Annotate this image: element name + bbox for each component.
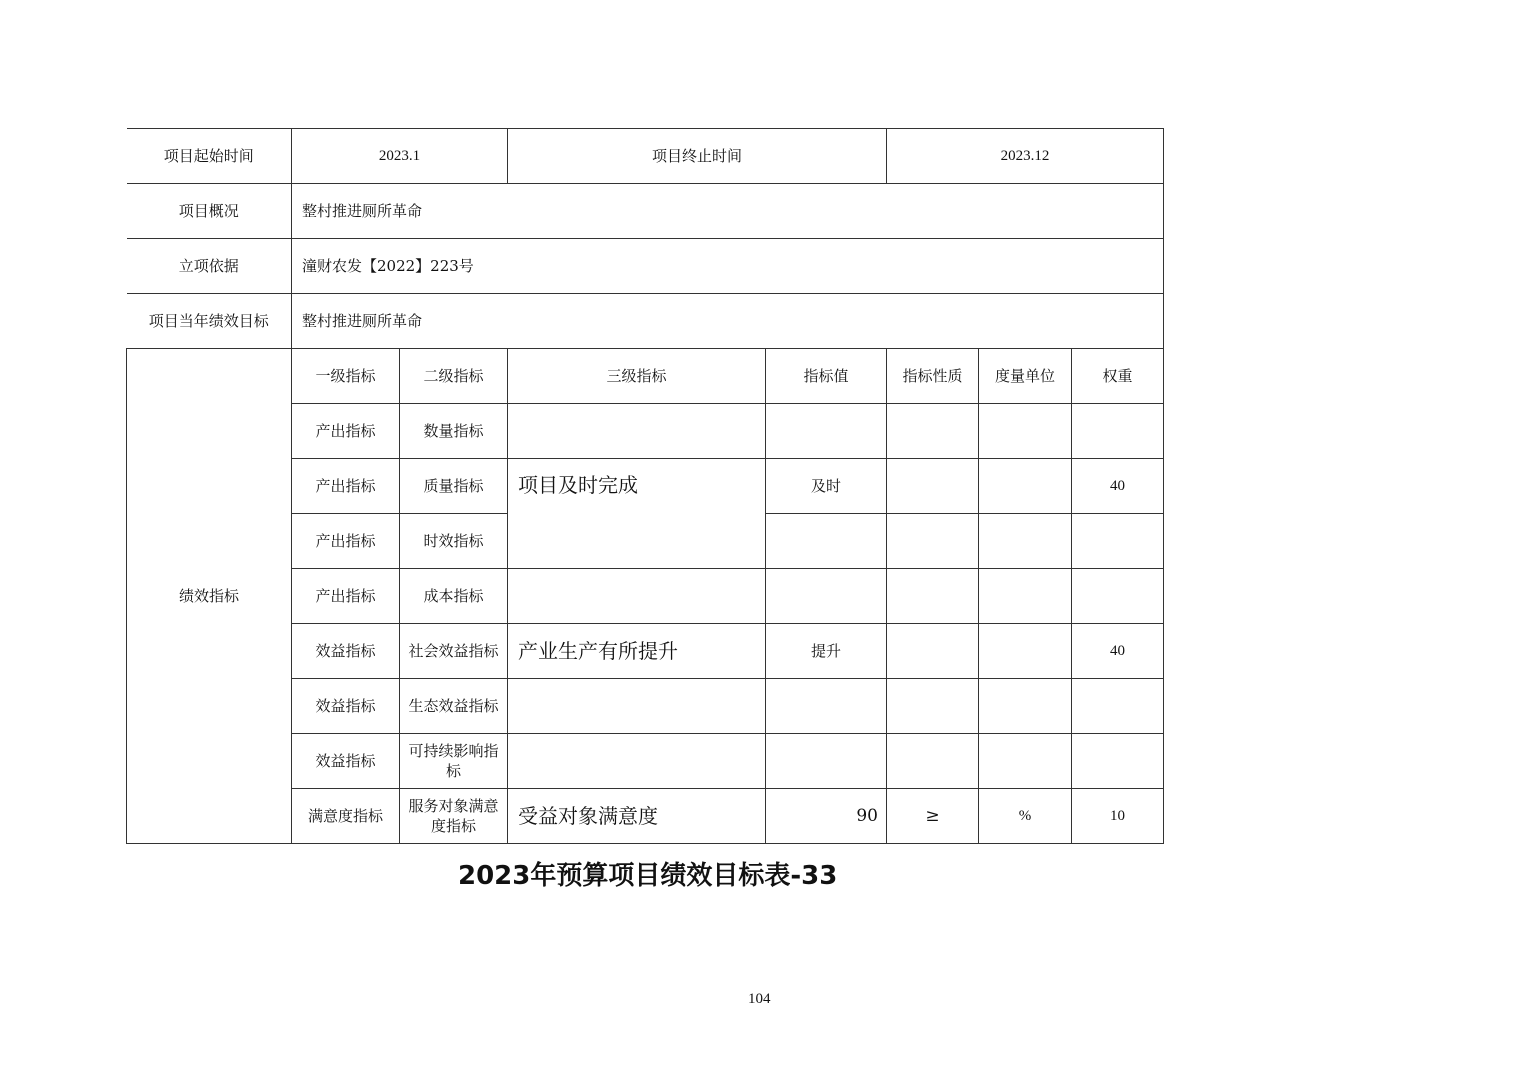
value-cell (766, 569, 887, 624)
level2-cell: 数量指标 (400, 404, 508, 459)
overview-value: 整村推进厕所革命 (292, 184, 1164, 239)
level2-cell: 服务对象满意度指标 (400, 789, 508, 844)
level3-cell: 产业生产有所提升 (508, 624, 766, 679)
level1-cell: 满意度指标 (292, 789, 400, 844)
table-caption: 2023年预算项目绩效目标表-33 (458, 861, 838, 891)
level2-cell: 可持续影响指标 (400, 734, 508, 789)
page-number: 104 (748, 991, 771, 1007)
level2-cell: 时效指标 (400, 514, 508, 569)
goal-value: 整村推进厕所革命 (292, 294, 1164, 349)
header-value: 指标值 (766, 349, 887, 404)
start-time-label: 项目起始时间 (127, 129, 292, 184)
level2-cell: 质量指标 (400, 459, 508, 514)
value-cell (766, 404, 887, 459)
weight-cell (1072, 679, 1164, 734)
nature-cell (887, 514, 979, 569)
level3-cell: 项目及时完成 (508, 459, 766, 569)
table-header-row (127, 349, 1164, 404)
table-row (127, 294, 1164, 349)
weight-cell: 40 (1072, 624, 1164, 679)
header-level1: 一级指标 (292, 349, 400, 404)
basis-value: 潼财农发【2022】223号 (292, 239, 1164, 294)
basis-label: 立项依据 (127, 239, 292, 294)
header-level3: 三级指标 (508, 349, 766, 404)
nature-cell (887, 404, 979, 459)
unit-cell (979, 514, 1072, 569)
goal-label: 项目当年绩效目标 (127, 294, 292, 349)
performance-indicators-label: 绩效指标 (127, 349, 292, 844)
weight-cell (1072, 404, 1164, 459)
value-cell (766, 734, 887, 789)
nature-cell: ≥ (887, 789, 979, 844)
level3-cell (508, 679, 766, 734)
header-nature: 指标性质 (887, 349, 979, 404)
nature-cell (887, 569, 979, 624)
value-cell: 及时 (766, 459, 887, 514)
level2-cell: 成本指标 (400, 569, 508, 624)
nature-cell (887, 459, 979, 514)
value-cell: 提升 (766, 624, 887, 679)
value-cell: 90 (766, 789, 887, 844)
level1-cell: 产出指标 (292, 514, 400, 569)
level3-cell: 受益对象满意度 (508, 789, 766, 844)
header-weight: 权重 (1072, 349, 1164, 404)
unit-cell (979, 459, 1072, 514)
unit-cell (979, 569, 1072, 624)
level1-cell: 产出指标 (292, 569, 400, 624)
value-cell (766, 679, 887, 734)
level1-cell: 效益指标 (292, 734, 400, 789)
end-time-label: 项目终止时间 (508, 129, 887, 184)
nature-cell (887, 624, 979, 679)
header-unit: 度量单位 (979, 349, 1072, 404)
weight-cell: 10 (1072, 789, 1164, 844)
weight-cell (1072, 569, 1164, 624)
unit-cell (979, 734, 1072, 789)
weight-cell (1072, 514, 1164, 569)
level1-cell: 效益指标 (292, 679, 400, 734)
level1-cell: 效益指标 (292, 624, 400, 679)
end-time-value: 2023.12 (887, 129, 1164, 184)
level2-cell: 生态效益指标 (400, 679, 508, 734)
value-cell (766, 514, 887, 569)
performance-target-table (126, 128, 1164, 844)
start-time-value: 2023.1 (292, 129, 508, 184)
table-row (127, 129, 1164, 184)
overview-label: 项目概况 (127, 184, 292, 239)
unit-cell (979, 624, 1072, 679)
weight-cell (1072, 734, 1164, 789)
level1-cell: 产出指标 (292, 459, 400, 514)
level3-cell (508, 734, 766, 789)
unit-cell (979, 679, 1072, 734)
nature-cell (887, 679, 979, 734)
level1-cell: 产出指标 (292, 404, 400, 459)
table-row (127, 239, 1164, 294)
unit-cell (979, 404, 1072, 459)
header-level2: 二级指标 (400, 349, 508, 404)
weight-cell: 40 (1072, 459, 1164, 514)
table-row (127, 184, 1164, 239)
level3-cell (508, 569, 766, 624)
nature-cell (887, 734, 979, 789)
unit-cell: % (979, 789, 1072, 844)
level3-cell (508, 404, 766, 459)
level2-cell: 社会效益指标 (400, 624, 508, 679)
